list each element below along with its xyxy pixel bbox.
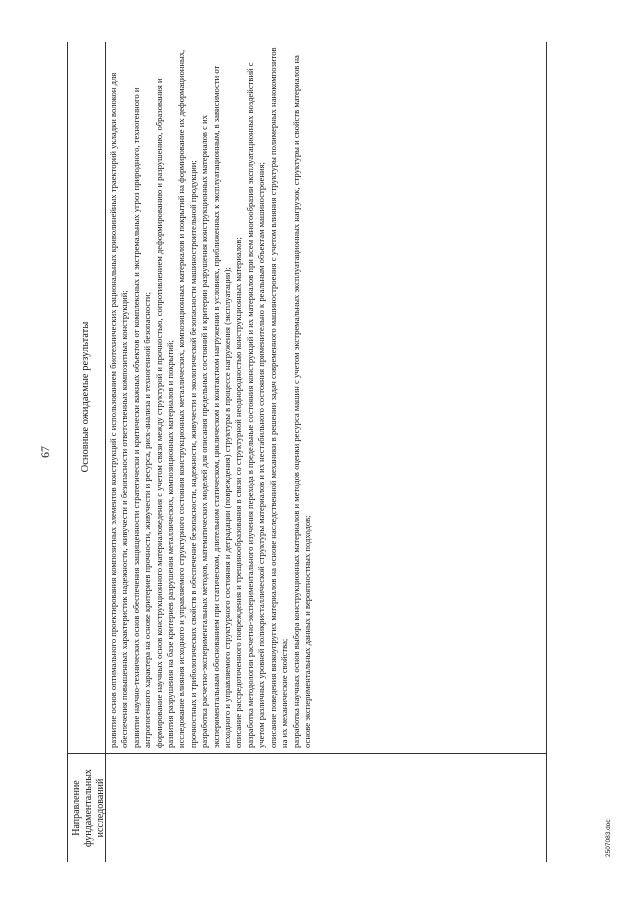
result-item: развитие научно-технических основ обеспечения защищенности стратегически и критически важных объектов от комплексных и экстремальных угроз природного, техногенного и антропогенного характера на основе критериев прочности, живучести и ресурса, риск-анализа и техногенной безопасности; bbox=[130, 87, 153, 748]
column-divider bbox=[68, 753, 546, 754]
result-item: разработка расчетно-экспериментальных методов, математических моделей для описания предельных состояний и критерии разрушения конструкционных материалов с их экспериментальным обоснованием при статическом, длительном статическом, циклическом и контактном нагружении в условиях, приближенных к эксплуатационным, в зависимости от исходного и управляемого структурного состояния и деградации (повреждения) структуры в процессе нагружения (эксплуатации); bbox=[199, 65, 233, 748]
result-item: формирование научных основ конструкционного материаловедения с учетом связи между структурой и прочностью, сопротивлением деформированию и разрушению, образования и развития разрушения на базе критериев разрушения металлических, композиционных материалов и покрытий; bbox=[153, 78, 176, 748]
column-header-expected-results: Основные ожидаемые результаты bbox=[80, 321, 91, 473]
results-table bbox=[67, 42, 547, 862]
result-item: развитие основ оптимального проектирования композитных элементов конструкций с использованием биотехнических рациональных криволинейных траекторий укладки волокон для обеспечения повышенных характеристик надежности, живучести и безопасности ответственных композитных конструкций; bbox=[108, 72, 130, 748]
result-item: исследование влияния исходного и управляемого структурного состояния конструкционных металлических, композиционных материалов и покрытий на формирование их деформационных, прочностных и трибологических свойств в обеспечение безопасности, надежности, живучести и экологической безопасности машиностроительной продукции; bbox=[176, 49, 198, 748]
result-item: разработка методологии расчетно-экспериментального изучения перехода в предельные состояния конструкций и их материалов при всем многообразии эксплуатационных воздействий с учетом различных уровней поликристаллической структуры материалов и их нестабильного состояния применительно к реальным объектам машиностроения; bbox=[244, 62, 267, 748]
expected-results-cell bbox=[108, 47, 313, 748]
file-reference: 2507083.doc bbox=[605, 819, 612, 857]
column-header-research-direction: Направление фундаментальных исследований bbox=[71, 769, 106, 847]
rotated-page-content bbox=[20, 22, 620, 882]
result-item: описание поведения вязкоупругих материалов на основе наследственной механики в решении задач современного машиностроения с учетом влияния структуры полимерных нанокомпозитов на их механические свойства; bbox=[267, 47, 290, 748]
header-divider bbox=[105, 42, 106, 862]
result-item: описание рассредоточенного повреждения и трещинообразования в связи со структурной неоднородностью конструкционных материалов; bbox=[233, 237, 244, 748]
page-number: 67 bbox=[38, 446, 52, 458]
result-item: разработка научных основ выбора конструкционных материалов и методов оценки ресурса машин с учетом экстремальных эксплуатационных нагрузок, структуры и свойств материалов на основе экспериментальных данных и вероятностных подходов; bbox=[290, 55, 312, 748]
